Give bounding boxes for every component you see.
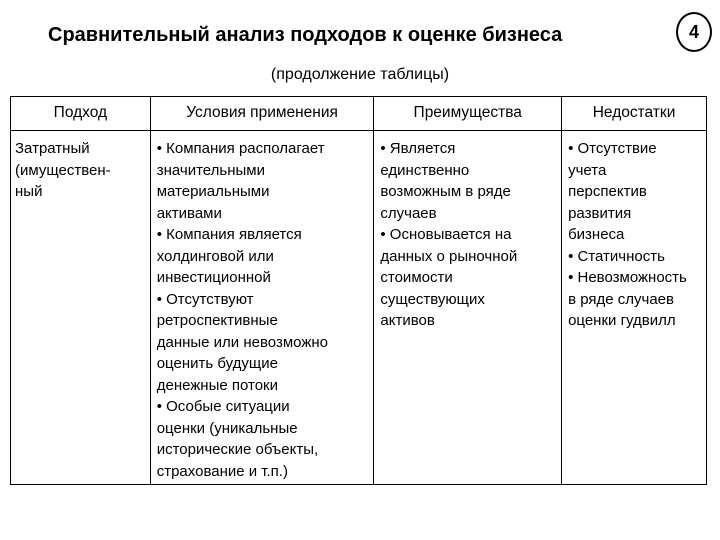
cell-line: • Является — [380, 140, 456, 157]
cell-line: перспектив — [568, 183, 647, 200]
page-number-badge — [676, 12, 712, 52]
cell-line: страхование и т.п.) — [156, 462, 288, 480]
cell-approach — [11, 131, 151, 485]
cell-line: в ряде случаев — [568, 290, 674, 308]
cell-line: единственно — [380, 161, 470, 179]
cell-line: (имуществен- — [15, 161, 111, 179]
cell-conditions — [150, 131, 374, 485]
cell-line: бизнеса — [568, 226, 625, 243]
cell-line: исторические объекты, — [156, 441, 319, 458]
cell-line: • Основывается на — [380, 226, 512, 243]
cell-line: значительными — [156, 161, 265, 179]
cell-line: активами — [156, 204, 222, 222]
cell-line: инвестиционной — [156, 269, 271, 286]
column-header-advantages: Преимущества — [374, 97, 562, 131]
table-subtitle: (продолжение таблицы) — [270, 66, 450, 83]
cell-disadvantages — [562, 131, 707, 485]
column-header-disadvantages: Недостатки — [562, 97, 707, 131]
cell-line: активов — [380, 312, 435, 329]
cell-line: учета — [568, 161, 607, 179]
cell-line: • Невозможность — [568, 269, 687, 286]
column-header-approach: Подход — [11, 97, 151, 131]
cell-line: • Особые ситуации — [156, 398, 290, 415]
cell-line: ный — [15, 183, 43, 200]
cell-line: возможным в ряде — [380, 183, 511, 200]
cell-line: ретроспективные — [156, 312, 278, 329]
cell-line: холдинговой или — [156, 247, 274, 265]
cell-line: • Компания является — [156, 226, 302, 243]
cell-line: материальными — [156, 183, 270, 200]
table-row — [11, 131, 707, 485]
cell-line: денежные потоки — [156, 376, 279, 394]
cell-line: стоимости — [380, 269, 453, 286]
cell-line: • Компания располагает — [156, 140, 325, 157]
cell-line: существующих — [380, 290, 485, 308]
column-header-conditions: Условия применения — [150, 97, 374, 131]
cell-line: Затратный — [15, 140, 90, 157]
cell-line: случаев — [380, 204, 437, 222]
comparison-table — [10, 96, 707, 485]
cell-line: развития — [568, 204, 632, 222]
page-title: Сравнительный анализ подходов к оценке бизнеса — [48, 24, 563, 46]
cell-line: данных о рыночной — [380, 247, 518, 265]
cell-line: данные или невозможно — [156, 333, 328, 351]
cell-line: • Отсутствуют — [156, 290, 254, 308]
page-number: 4 — [688, 21, 699, 42]
cell-line: оценки (уникальные — [156, 419, 298, 437]
cell-line: • Отсутствие — [568, 140, 657, 157]
table-header-row — [11, 97, 707, 131]
cell-advantages — [374, 131, 562, 485]
cell-line: оценки гудвилл — [568, 312, 676, 329]
cell-line: оценить будущие — [156, 355, 278, 372]
cell-line: • Статичность — [568, 247, 665, 265]
